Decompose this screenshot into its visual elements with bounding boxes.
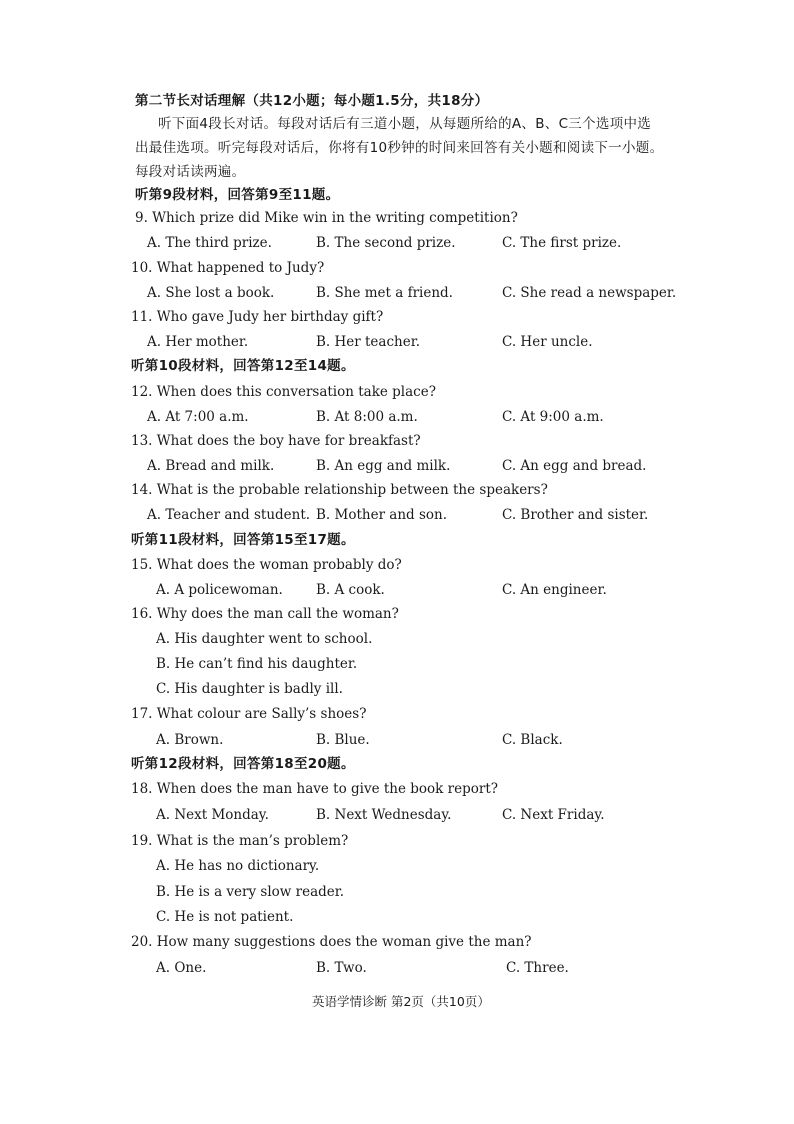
option-c: C. Black. bbox=[502, 732, 563, 748]
option-b: B. Blue. bbox=[316, 732, 370, 748]
option-b: B. At 8:00 a.m. bbox=[316, 409, 418, 425]
option-a: A. Next Monday. bbox=[156, 807, 269, 823]
group-heading: 听第11段材料，回答第15至17题。 bbox=[131, 532, 355, 548]
option-c: C. At 9:00 a.m. bbox=[502, 409, 604, 425]
group-heading: 听第10段材料，回答第12至14题。 bbox=[131, 358, 355, 374]
option-b: B. He can’t find his daughter. bbox=[156, 656, 358, 672]
instruction-line-1: 听下面4段长对话。每段对话后有三道小题，从每题所给的A、B、C三个选项中选 bbox=[158, 116, 652, 132]
question-text: 13. What does the boy have for breakfast? bbox=[131, 433, 421, 449]
option-c: C. An egg and bread. bbox=[502, 458, 647, 474]
option-b: B. A cook. bbox=[316, 582, 385, 598]
option-a: A. A policewoman. bbox=[156, 582, 283, 598]
question-text: 16. Why does the man call the woman? bbox=[131, 606, 399, 622]
page-footer: 英语学情诊断 第2页（共10页） bbox=[312, 994, 490, 1009]
option-c: C. Three. bbox=[506, 960, 569, 976]
option-a: A. He has no dictionary. bbox=[156, 858, 320, 874]
question-text: 15. What does the woman probably do? bbox=[131, 557, 402, 573]
option-a: A. One. bbox=[156, 960, 207, 976]
option-b: B. An egg and milk. bbox=[316, 458, 451, 474]
question-text: 10. What happened to Judy? bbox=[131, 260, 325, 276]
question-text: 19. What is the man’s problem? bbox=[131, 833, 349, 849]
option-c: C. His daughter is badly ill. bbox=[156, 681, 343, 697]
option-c: C. An engineer. bbox=[502, 582, 607, 598]
option-a: A. Teacher and student. bbox=[147, 507, 311, 523]
option-b: B. Mother and son. bbox=[316, 507, 448, 523]
option-c: C. The first prize. bbox=[502, 235, 622, 251]
option-c: C. He is not patient. bbox=[156, 909, 294, 925]
option-b: B. She met a friend. bbox=[316, 285, 453, 301]
question-text: 14. What is the probable relationship between the speakers? bbox=[131, 482, 548, 498]
group-heading: 听第12段材料，回答第18至20题。 bbox=[131, 756, 355, 772]
option-b: B. Next Wednesday. bbox=[316, 807, 452, 823]
group-heading: 听第9段材料，回答第9至11题。 bbox=[135, 187, 340, 203]
option-b: B. The second prize. bbox=[316, 235, 456, 251]
option-a: A. Brown. bbox=[156, 732, 224, 748]
option-a: A. At 7:00 a.m. bbox=[147, 409, 249, 425]
question-text: 17. What colour are Sally’s shoes? bbox=[131, 706, 367, 722]
question-text: 20. How many suggestions does the woman give the man? bbox=[131, 934, 532, 950]
option-a: A. Bread and milk. bbox=[147, 458, 275, 474]
question-text: 9. Which prize did Mike win in the writing competition? bbox=[135, 210, 518, 226]
question-text: 18. When does the man have to give the book report? bbox=[131, 781, 498, 797]
option-c: C. Brother and sister. bbox=[502, 507, 649, 523]
option-b: B. Two. bbox=[316, 960, 367, 976]
option-a: A. She lost a book. bbox=[147, 285, 275, 301]
option-c: C. Next Friday. bbox=[502, 807, 605, 823]
option-a: A. The third prize. bbox=[147, 235, 272, 251]
option-c: C. She read a newspaper. bbox=[502, 285, 677, 301]
option-a: A. Her mother. bbox=[147, 334, 249, 350]
instruction-line-2: 出最佳选项。听完每段对话后，你将有10秒钟的时间来回答有关小题和阅读下一小题。 bbox=[135, 140, 664, 156]
instruction-line-3: 每段对话读两遍。 bbox=[135, 164, 246, 180]
option-b: B. He is a very slow reader. bbox=[156, 884, 345, 900]
question-text: 12. When does this conversation take place? bbox=[131, 384, 436, 400]
section-title: 第二节长对话理解（共12小题；每小题1.5分，共18分） bbox=[135, 93, 489, 109]
option-c: C. Her uncle. bbox=[502, 334, 593, 350]
option-a: A. His daughter went to school. bbox=[156, 631, 373, 647]
option-b: B. Her teacher. bbox=[316, 334, 420, 350]
question-text: 11. Who gave Judy her birthday gift? bbox=[131, 309, 384, 325]
